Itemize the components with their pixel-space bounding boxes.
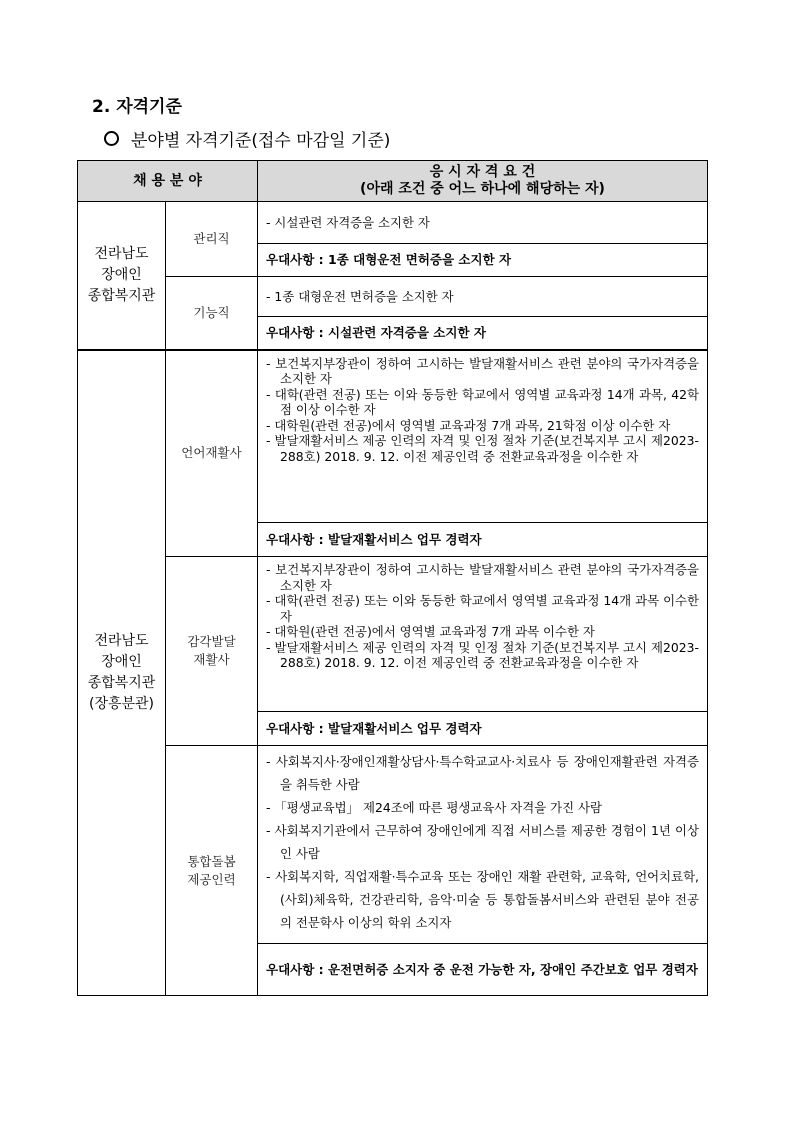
role-cell: [166, 350, 258, 557]
circle-bullet-icon: [104, 131, 119, 146]
org-line: 장애인: [101, 266, 142, 283]
org-line: 전라남도: [94, 632, 149, 649]
requirement-item: - 발달재활서비스 제공 인력의 자격 및 인정 절차 기준(보건복지부 고시 제2023-288호) 2018. 9. 12. 이전 제공인력 중 전환교육과정을 이수한 자: [266, 639, 699, 670]
requirements-cell: [258, 350, 708, 523]
role-line: 기능직: [193, 304, 230, 320]
requirement-item: - 대학(관련 전공) 또는 이와 동등한 학교에서 영역별 교육과정 14개 과목, 42학점 이상 이수한 자: [266, 386, 699, 417]
role-line: 감각발달: [187, 634, 236, 649]
role-line: 재활사: [193, 652, 230, 667]
header-req-line1: 응 시 자 격 요 건: [429, 164, 536, 180]
requirement-item: - 발달재활서비스 제공 인력의 자격 및 인정 절차 기준(보건복지부 고시 제2023-288호) 2018. 9. 12. 이전 제공인력 중 전환교육과정을 이수한 자: [266, 433, 699, 464]
role-cell: [166, 746, 258, 996]
requirements-cell: [258, 746, 708, 944]
header-req-line2: (아래 조건 중 어느 하나에 해당하는 자): [360, 181, 605, 197]
header-requirements: [258, 161, 708, 202]
preference-cell: 우대사항 : 발달재활서비스 업무 경력자: [258, 523, 708, 557]
org-cell: [78, 350, 166, 996]
sub-title: [104, 126, 390, 151]
requirement-item: - 사회복지기관에서 근무하여 장애인에게 직접 서비스를 제공한 경험이 1년 이상인 사람: [266, 823, 699, 861]
role-line: 제공인력: [187, 871, 236, 887]
org-line: 종합복지관: [87, 674, 156, 691]
requirements-cell: [258, 557, 708, 712]
org-line: (장흥분관): [88, 695, 155, 712]
role-line: 통합돌봄: [187, 853, 236, 869]
org-line: 장애인: [101, 653, 142, 670]
preference-cell: 우대사항 : 1종 대형운전 면허증을 소지한 자: [258, 244, 708, 277]
table-row: [78, 277, 708, 317]
preference-cell: 우대사항 : 운전면허증 소지자 중 운전 가능한 자, 장애인 주간보호 업무 경력자: [258, 944, 708, 996]
table-row: [78, 746, 708, 944]
section-title: 2. 자격기준: [92, 97, 182, 117]
requirement-item: - 보건복지부장관이 정하여 고시하는 발달재활서비스 관련 분야의 국가자격증을 소지한 자: [266, 562, 699, 593]
table-row: [78, 350, 708, 523]
role-line: 언어재활사: [181, 445, 242, 461]
header-field: 채 용 분 야: [78, 161, 258, 202]
role-line: 관리직: [193, 231, 230, 246]
requirements-cell: [258, 202, 708, 244]
requirement-item: - 보건복지부장관이 정하여 고시하는 발달재활서비스 관련 분야의 국가자격증을 소지한 자: [266, 355, 699, 386]
requirement-item: - 대학원(관련 전공)에서 영역별 교육과정 7개 과목, 21학점 이상 이수한 자: [266, 417, 671, 433]
requirement-item: - 1종 대형운전 면허증을 소지한 자: [266, 288, 454, 304]
requirement-item: - 사회복지학, 직업재활·특수교육 또는 장애인 재활 관련학, 교육학, 언어치료학, (사회)체육학, 건강관리학, 음악·미술 등 통합돌봄서비스와 관련된 분야 전공의 전문학사 이상의 학위 소지자: [266, 869, 699, 930]
requirement-item: - 시설관련 자격증을 소지한 자: [266, 214, 430, 230]
org-line: 전라남도: [94, 245, 149, 262]
table-header-row: [78, 161, 708, 202]
sub-title-text: 분야별 자격기준(접수 마감일 기준): [131, 131, 391, 151]
preference-cell: 우대사항 : 시설관련 자격증을 소지한 자: [258, 317, 708, 350]
org-cell: [78, 202, 166, 350]
requirement-item: - 사회복지사·장애인재활상담사·특수학교교사·치료사 등 장애인재활관련 자격증을 취득한 사람: [266, 754, 699, 792]
requirement-item: - 대학원(관련 전공)에서 영역별 교육과정 7개 과목 이수한 자: [266, 624, 595, 639]
role-cell: [166, 557, 258, 746]
table-row: [78, 557, 708, 712]
requirements-cell: [258, 277, 708, 317]
org-line: 종합복지관: [87, 287, 156, 304]
role-cell: [166, 277, 258, 350]
qualification-table: [77, 160, 708, 996]
table-row: [78, 202, 708, 244]
requirement-item: - 「평생교육법」 제24조에 따른 평생교육사 자격을 가진 사람: [266, 800, 602, 815]
preference-cell: 우대사항 : 발달재활서비스 업무 경력자: [258, 712, 708, 746]
requirement-item: - 대학(관련 전공) 또는 이와 동등한 학교에서 영역별 교육과정 14개 과목 이수한 자: [266, 593, 699, 624]
role-cell: [166, 202, 258, 277]
